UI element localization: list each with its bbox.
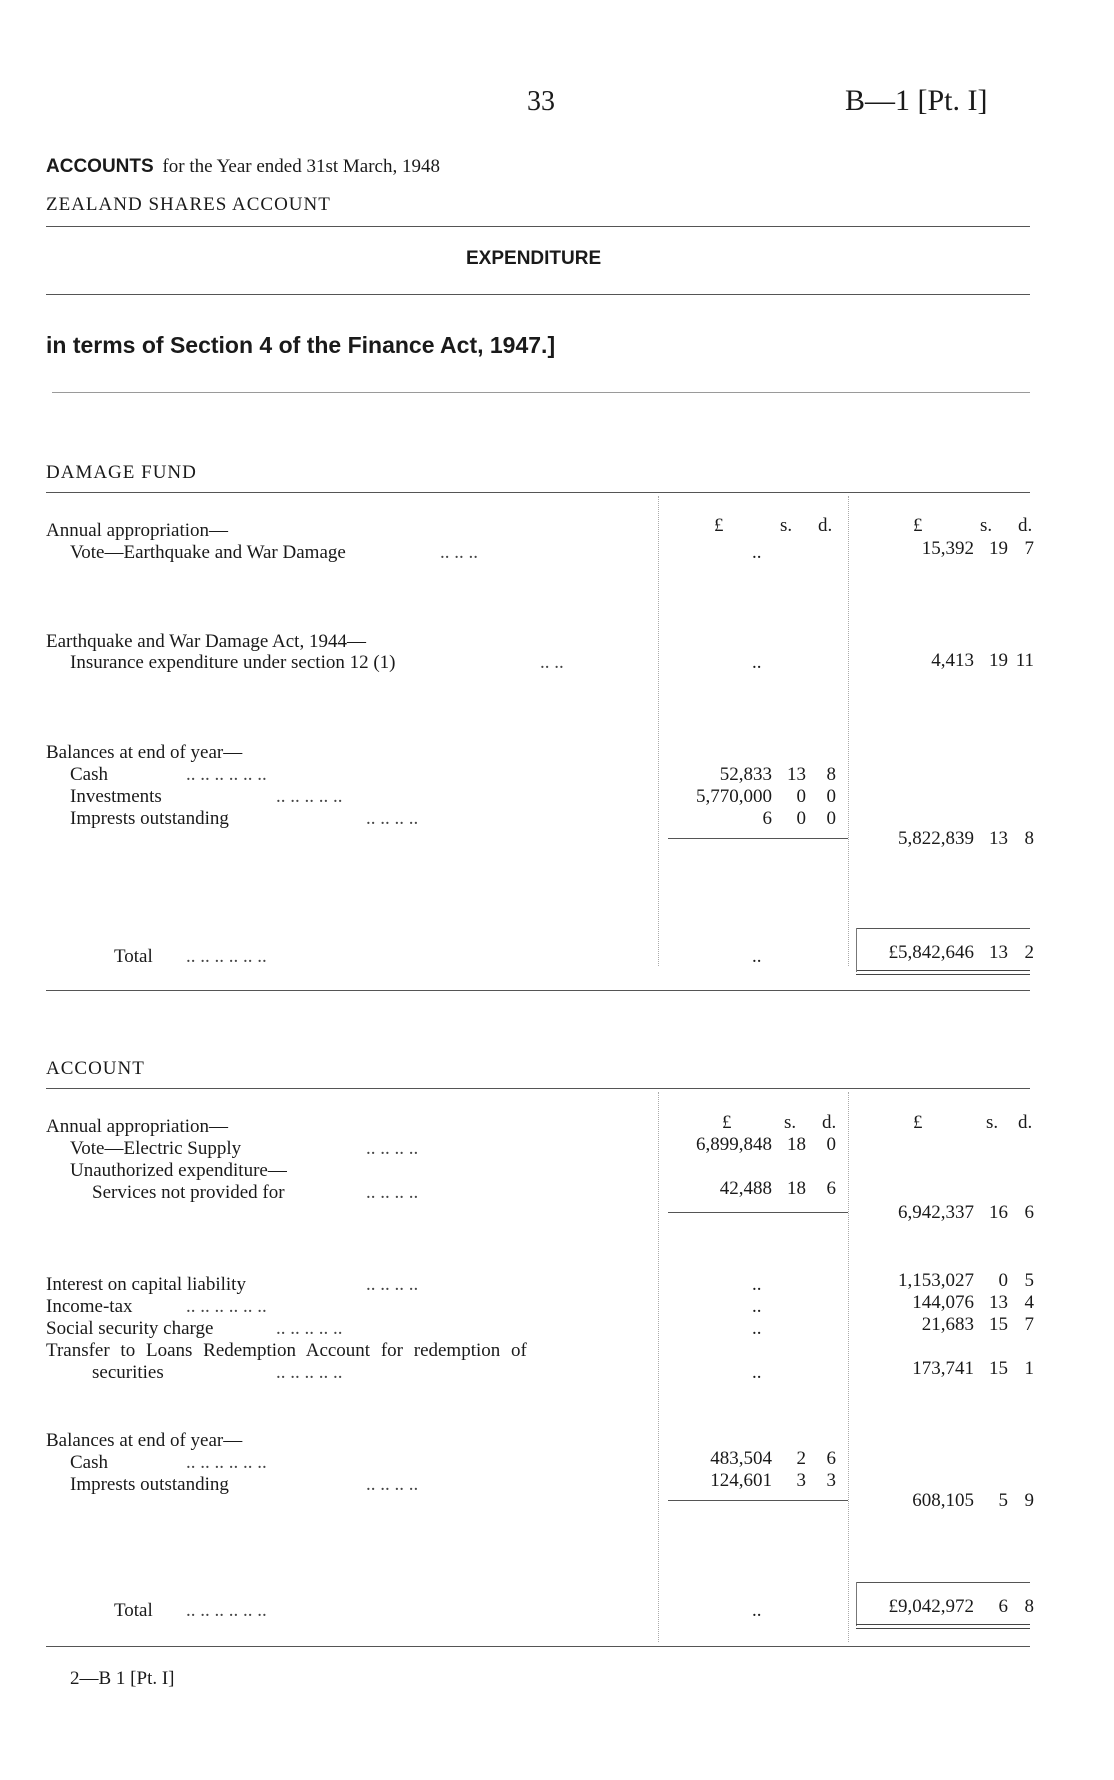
- acct-total-leaders: .. .. .. .. .. ..: [186, 1600, 267, 1621]
- account-right-pence-header: d.: [1018, 1112, 1033, 1133]
- acct-row-label: Annual appropriation—: [46, 1116, 229, 1137]
- acct-right-pounds: 21,683: [921, 1314, 974, 1335]
- acct-mid-value: ..: [752, 1362, 762, 1383]
- df-right-pence: 11: [1015, 650, 1034, 671]
- df-row-label: Investments: [70, 786, 162, 807]
- df-right-shillings: 19: [989, 650, 1008, 671]
- df-mid-pence: 0: [826, 786, 836, 807]
- acct-mid-value: ..: [752, 1318, 762, 1339]
- acct-appropriation-pence: 6: [1024, 1202, 1034, 1223]
- acct-right-pence: 7: [1024, 1314, 1034, 1335]
- footer-signature: 2—B 1 [Pt. I]: [70, 1668, 175, 1689]
- df-row-leaders: .. .. ..: [440, 542, 478, 563]
- acct-mid-value: ..: [752, 1274, 762, 1295]
- account-col-divider-1: [658, 1092, 659, 1642]
- acct-row-label: Balances at end of year—: [46, 1430, 243, 1451]
- acct-balances-subtotal-rule: [668, 1500, 848, 1501]
- damage-fund-right-shilling-header: s.: [980, 515, 993, 536]
- acct-total-label: Total: [114, 1600, 153, 1621]
- account-mid-pound-header: £: [722, 1112, 732, 1133]
- df-mid-pence: 8: [826, 764, 836, 785]
- damage-fund-mid-pound-header: £: [714, 515, 724, 536]
- df-mid-pounds: 5,770,000: [696, 786, 772, 807]
- acct-total-box-left: [856, 1582, 857, 1626]
- damage-fund-right-pound-header: £: [913, 515, 923, 536]
- acct-total-top-rule: [856, 1582, 1030, 1583]
- account-right-pound-header: £: [913, 1112, 923, 1133]
- account-mid-pence-header: d.: [822, 1112, 837, 1133]
- acct-right-pounds: 173,741: [912, 1358, 974, 1379]
- acct-total-pence: 8: [1024, 1596, 1034, 1617]
- acct-appropriation-subtotal-rule: [668, 1212, 848, 1213]
- acct-mid-shillings: 3: [796, 1470, 806, 1491]
- acct-row-label: securities: [92, 1362, 164, 1383]
- expenditure-heading: EXPENDITURE: [466, 248, 602, 269]
- df-row-leaders: .. ..: [540, 652, 564, 673]
- acct-balances-shillings: 5: [998, 1490, 1008, 1511]
- df-total-pounds: £5,842,646: [888, 942, 974, 963]
- accounts-bold-label: ACCOUNTS: [46, 156, 154, 177]
- acct-right-shillings: 15: [989, 1314, 1008, 1335]
- header-rule-2: [46, 294, 1030, 295]
- acct-right-pence: 1: [1024, 1358, 1034, 1379]
- df-row-label: Imprests outstanding: [70, 808, 229, 829]
- acct-balances-pence: 9: [1024, 1490, 1034, 1511]
- acct-row-label: Social security charge: [46, 1318, 214, 1339]
- df-row-leaders: .. .. .. .. .. ..: [186, 764, 267, 785]
- acct-total-shillings: 6: [998, 1596, 1008, 1617]
- accounts-heading: [46, 156, 440, 178]
- damage-fund-bottom-rule: [46, 990, 1030, 991]
- df-total-label: Total: [114, 946, 153, 967]
- account-bottom-rule: [46, 1646, 1030, 1647]
- acct-appropriation-pounds: 6,942,337: [898, 1202, 974, 1223]
- df-mid-pence: 0: [826, 808, 836, 829]
- acct-right-pounds: 1,153,027: [898, 1270, 974, 1291]
- acct-total-pounds: £9,042,972: [888, 1596, 974, 1617]
- acct-balances-pounds: 608,105: [912, 1490, 974, 1511]
- df-right-shillings: 19: [989, 538, 1008, 559]
- acct-right-shillings: 13: [989, 1292, 1008, 1313]
- acct-row-label: Vote—Electric Supply: [70, 1138, 242, 1159]
- acct-mid-pence: 6: [826, 1448, 836, 1469]
- df-right-pounds: 4,413: [931, 650, 974, 671]
- df-total-box-left: [856, 928, 857, 972]
- account-title: ZEALAND SHARES ACCOUNT: [46, 194, 331, 215]
- acct-total-mid: ..: [752, 1600, 762, 1621]
- df-total-mid: ..: [752, 946, 762, 967]
- df-mid-shillings: 0: [796, 786, 806, 807]
- df-mid-shillings: 0: [796, 808, 806, 829]
- df-balances-pounds: 5,822,839: [898, 828, 974, 849]
- df-mid-value: ..: [752, 652, 762, 673]
- df-balances-pence: 8: [1024, 828, 1034, 849]
- acct-mid-pounds: 483,504: [710, 1448, 772, 1469]
- df-right-pounds: 15,392: [921, 538, 974, 559]
- damage-fund-right-pence-header: d.: [1018, 515, 1033, 536]
- df-subtotal-rule: [668, 838, 848, 839]
- acct-mid-pence: 0: [826, 1134, 836, 1155]
- acct-row-leaders: .. .. .. .. ..: [276, 1318, 343, 1339]
- acct-right-pence: 5: [1024, 1270, 1034, 1291]
- acct-mid-pounds: 124,601: [710, 1470, 772, 1491]
- acct-right-shillings: 15: [989, 1358, 1008, 1379]
- header-rule-1: [46, 226, 1030, 227]
- acct-mid-value: ..: [752, 1296, 762, 1317]
- accounts-period-label: for the Year ended 31st March, 1948: [162, 156, 440, 177]
- acct-row-label: Unauthorized expenditure—: [70, 1160, 287, 1181]
- damage-fund-col-divider-2: [848, 496, 849, 966]
- acct-appropriation-shillings: 16: [989, 1202, 1008, 1223]
- account-mid-shilling-header: s.: [784, 1112, 797, 1133]
- account-right-shilling-header: s.: [986, 1112, 999, 1133]
- df-total-top-rule: [856, 928, 1030, 929]
- df-balances-shillings: 13: [989, 828, 1008, 849]
- acct-row-label: Interest on capital liability: [46, 1274, 246, 1295]
- df-total-shillings: 13: [989, 942, 1008, 963]
- damage-fund-top-rule: [46, 492, 1030, 493]
- acct-row-label: Cash: [70, 1452, 108, 1473]
- acct-row-leaders: .. .. .. .. .. ..: [186, 1452, 267, 1473]
- df-row-label: Vote—Earthquake and War Damage: [70, 542, 346, 563]
- acct-right-pence: 4: [1024, 1292, 1034, 1313]
- df-row-label: Earthquake and War Damage Act, 1944—: [46, 631, 366, 652]
- document-reference: B—1 [Pt. I]: [845, 84, 988, 117]
- df-row-leaders: .. .. .. ..: [366, 808, 419, 829]
- acct-row-leaders: .. .. .. .. .. ..: [186, 1296, 267, 1317]
- acct-row-leaders: .. .. .. ..: [366, 1138, 419, 1159]
- account-heading: ACCOUNT: [46, 1058, 145, 1079]
- df-mid-shillings: 13: [787, 764, 806, 785]
- account-col-divider-2: [848, 1092, 849, 1642]
- damage-fund-col-divider-1: [658, 496, 659, 966]
- df-total-pence: 2: [1024, 942, 1034, 963]
- df-total-leaders: .. .. .. .. .. ..: [186, 946, 267, 967]
- acct-mid-shillings: 18: [787, 1178, 806, 1199]
- df-row-leaders: .. .. .. .. ..: [276, 786, 343, 807]
- page-number: 33: [527, 86, 555, 117]
- damage-fund-mid-shilling-header: s.: [780, 515, 793, 536]
- df-row-label: Annual appropriation—: [46, 520, 229, 541]
- df-row-label: Balances at end of year—: [46, 742, 243, 763]
- df-mid-value: ..: [752, 542, 762, 563]
- header-rule-3: [52, 392, 1030, 393]
- acct-row-label: Imprests outstanding: [70, 1474, 229, 1495]
- acct-mid-shillings: 2: [796, 1448, 806, 1469]
- section-note: in terms of Section 4 of the Finance Act, 1947.]: [46, 332, 556, 358]
- df-row-label: Cash: [70, 764, 108, 785]
- acct-right-pounds: 144,076: [912, 1292, 974, 1313]
- acct-mid-shillings: 18: [787, 1134, 806, 1155]
- acct-mid-pounds: 6,899,848: [696, 1134, 772, 1155]
- df-right-pence: 7: [1024, 538, 1034, 559]
- acct-right-shillings: 0: [998, 1270, 1008, 1291]
- acct-row-label: Transfer to Loans Redemption Account for redemption of: [46, 1340, 527, 1361]
- acct-row-leaders: .. .. .. ..: [366, 1274, 419, 1295]
- df-total-double-rule: [856, 970, 1030, 975]
- acct-row-leaders: .. .. .. ..: [366, 1474, 419, 1495]
- df-mid-pounds: 52,833: [719, 764, 772, 785]
- acct-mid-pence: 6: [826, 1178, 836, 1199]
- acct-mid-pence: 3: [826, 1470, 836, 1491]
- acct-total-double-rule: [856, 1624, 1030, 1629]
- acct-mid-pounds: 42,488: [719, 1178, 772, 1199]
- account-top-rule: [46, 1088, 1030, 1089]
- acct-row-leaders: .. .. .. .. ..: [276, 1362, 343, 1383]
- df-mid-pounds: 6: [762, 808, 772, 829]
- acct-row-label: Income-tax: [46, 1296, 133, 1317]
- acct-row-leaders: .. .. .. ..: [366, 1182, 419, 1203]
- acct-row-label: Services not provided for: [92, 1182, 285, 1203]
- df-row-label: Insurance expenditure under section 12 (1): [70, 652, 396, 673]
- damage-fund-heading: DAMAGE FUND: [46, 462, 197, 483]
- damage-fund-mid-pence-header: d.: [818, 515, 833, 536]
